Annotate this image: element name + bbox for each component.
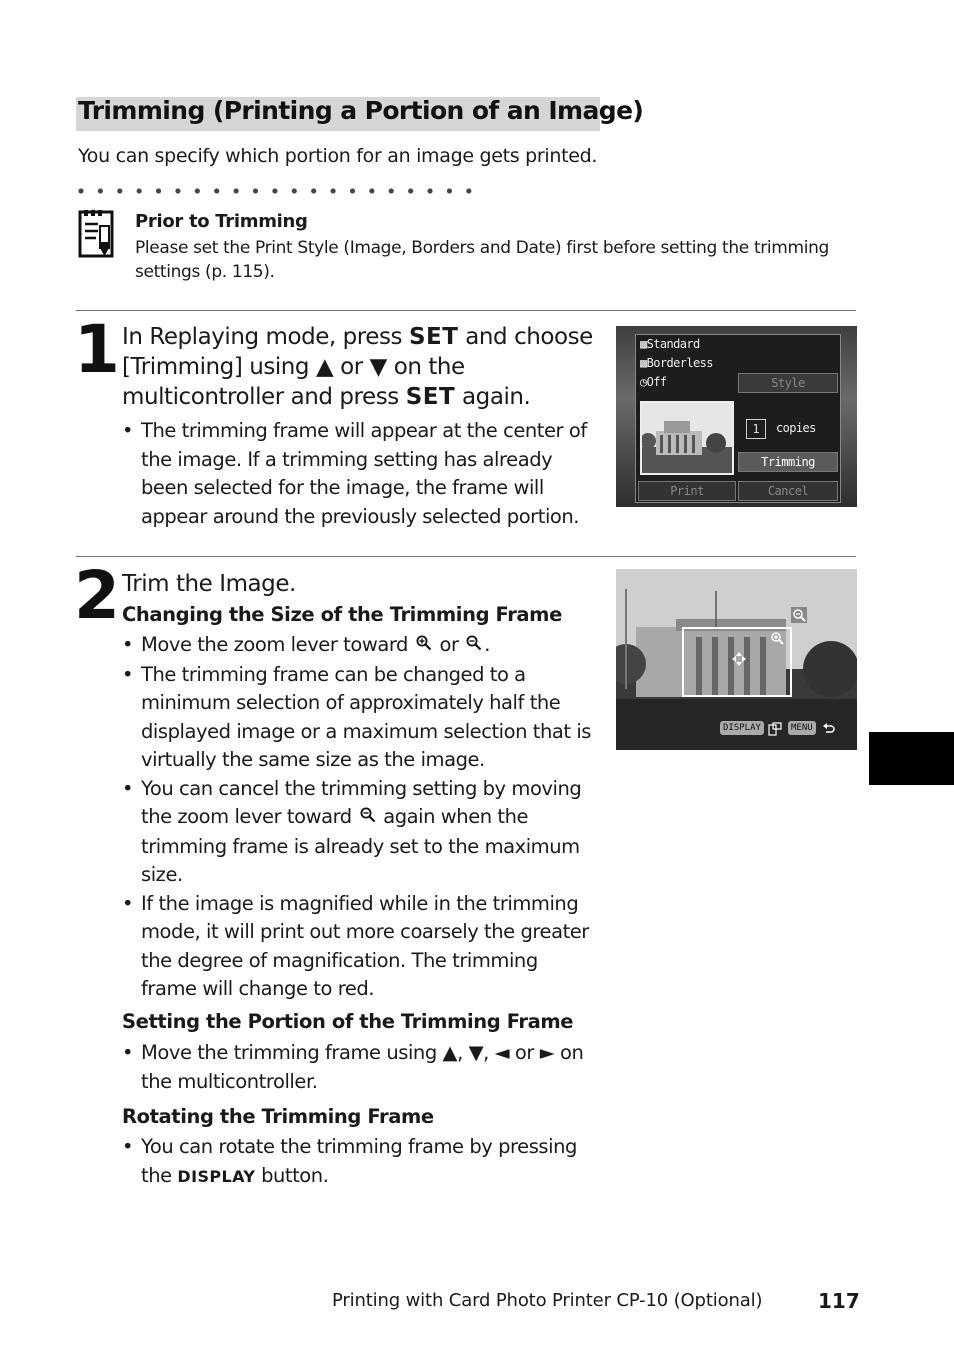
bullet-text: button. bbox=[261, 1163, 329, 1187]
rotate-section-title: Rotating the Trimming Frame bbox=[122, 1105, 434, 1128]
menu-button[interactable]: MENU bbox=[788, 721, 816, 735]
set-button-label: SET bbox=[405, 384, 456, 410]
size-section-bullets bbox=[122, 631, 592, 1004]
page-number: 117 bbox=[818, 1289, 860, 1313]
bullet-text: again when the trimming frame is already set to the maximum size. bbox=[141, 805, 580, 886]
size-section-title: Changing the Size of the Trimming Frame bbox=[122, 603, 562, 626]
step1-heading-text: and choose [Trimming] using bbox=[122, 324, 593, 380]
zoom-out-icon bbox=[791, 607, 807, 623]
cancel-button[interactable]: Cancel bbox=[738, 481, 838, 501]
border-line: ▩Borderless bbox=[640, 356, 713, 370]
right-arrow-icon: ► bbox=[539, 1041, 555, 1064]
list-item bbox=[122, 1133, 592, 1191]
style-value: Standard bbox=[646, 337, 700, 351]
dotted-divider bbox=[78, 188, 478, 198]
bullet-text: on the multicontroller. bbox=[141, 1041, 584, 1093]
border-value: Borderless bbox=[646, 356, 713, 370]
portion-section-title: Setting the Portion of the Trimming Frame bbox=[122, 1010, 574, 1033]
photo-thumbnail bbox=[640, 401, 734, 475]
list-item: • The trimming frame can be changed to a minimum selection of approximately half the displayed image or a maximum selection that is virtually the same size as the image. bbox=[122, 661, 592, 775]
print-button[interactable]: Print bbox=[638, 481, 736, 501]
footer-text: Printing with Card Photo Printer CP-10 (Optional) bbox=[332, 1290, 763, 1311]
bullet-text: Move the zoom lever toward bbox=[141, 633, 408, 656]
trimming-screenshot bbox=[616, 569, 857, 750]
date-line: ◷Off bbox=[640, 375, 667, 389]
down-arrow-icon: ▼ bbox=[369, 354, 387, 380]
list-item bbox=[122, 631, 592, 661]
note-body: Please set the Print Style (Image, Borders and Date) first before setting the trimming settings (p. 115). bbox=[135, 238, 829, 282]
left-arrow-icon: ◄ bbox=[494, 1041, 510, 1064]
bullet-text: You can cancel the trimming setting by moving the zoom lever toward bbox=[141, 776, 582, 828]
return-icon bbox=[822, 720, 836, 734]
display-button[interactable]: DISPLAY bbox=[720, 721, 764, 735]
bullet-text: Move the trimming frame using bbox=[141, 1041, 437, 1064]
bullet-text: or bbox=[514, 1041, 534, 1064]
move-cross-icon bbox=[732, 651, 746, 665]
step1-number: 1 bbox=[74, 311, 118, 388]
copies-label: copies bbox=[776, 421, 816, 435]
list-item: • Move the trimming frame using ▲, ▼, ◄ or ► on the multicontroller. bbox=[122, 1039, 592, 1096]
section-intro: You can specify which portion for an image gets printed. bbox=[78, 145, 598, 167]
chapter-tab bbox=[869, 732, 954, 785]
zoom-out-icon bbox=[358, 804, 378, 833]
set-button-label: SET bbox=[408, 324, 459, 350]
copies-count[interactable]: 1 bbox=[746, 419, 766, 439]
style-line: ▩Standard bbox=[640, 337, 700, 351]
section-title: Trimming (Printing a Portion of an Image) bbox=[78, 96, 644, 125]
step1-divider bbox=[76, 310, 856, 311]
bullet-text: . bbox=[484, 633, 491, 656]
step1-bullets bbox=[122, 417, 592, 531]
print-settings-panel bbox=[635, 334, 841, 503]
step1-heading-text: In Replaying mode, press bbox=[122, 324, 403, 350]
step1-heading-text: on the multicontroller and press bbox=[122, 354, 465, 410]
step1-heading bbox=[122, 322, 602, 412]
memo-pencil-icon bbox=[78, 208, 118, 260]
zoom-out-icon bbox=[464, 632, 484, 661]
step1-heading-text: or bbox=[340, 354, 363, 380]
display-button-label: DISPLAY bbox=[177, 1166, 256, 1186]
up-arrow-icon: ▲ bbox=[442, 1041, 458, 1064]
zoom-in-icon bbox=[769, 630, 785, 646]
step2-divider bbox=[76, 556, 856, 557]
down-arrow-icon: ▼ bbox=[468, 1041, 484, 1064]
trimming-button[interactable]: Trimming bbox=[738, 452, 838, 472]
rotate-frame-icon bbox=[768, 721, 782, 735]
zoom-in-icon bbox=[414, 632, 434, 661]
list-item: • If the image is magnified while in the trimming mode, it will print out more coarsely the greater the degree of magnification. The trimming frame will change to red. bbox=[122, 890, 592, 1004]
style-button[interactable]: Style bbox=[738, 373, 838, 393]
list-item bbox=[122, 775, 592, 890]
list-item: • The trimming frame will appear at the center of the image. If a trimming setting has already been selected for the image, the frame will appear around the previously selected portion. bbox=[122, 417, 592, 531]
rotate-section-bullets bbox=[122, 1133, 592, 1191]
step2-number: 2 bbox=[74, 557, 118, 634]
print-settings-screenshot bbox=[616, 326, 857, 507]
up-arrow-icon: ▲ bbox=[315, 354, 334, 380]
bullet-text: or bbox=[439, 633, 459, 656]
step1-heading-text: again. bbox=[462, 384, 531, 410]
portion-section-bullets bbox=[122, 1039, 592, 1096]
date-value: Off bbox=[646, 375, 667, 389]
step2-heading: Trim the Image. bbox=[122, 571, 296, 597]
note-title: Prior to Trimming bbox=[135, 211, 308, 232]
bullet-text: You can rotate the trimming frame by pressing the bbox=[141, 1135, 577, 1187]
